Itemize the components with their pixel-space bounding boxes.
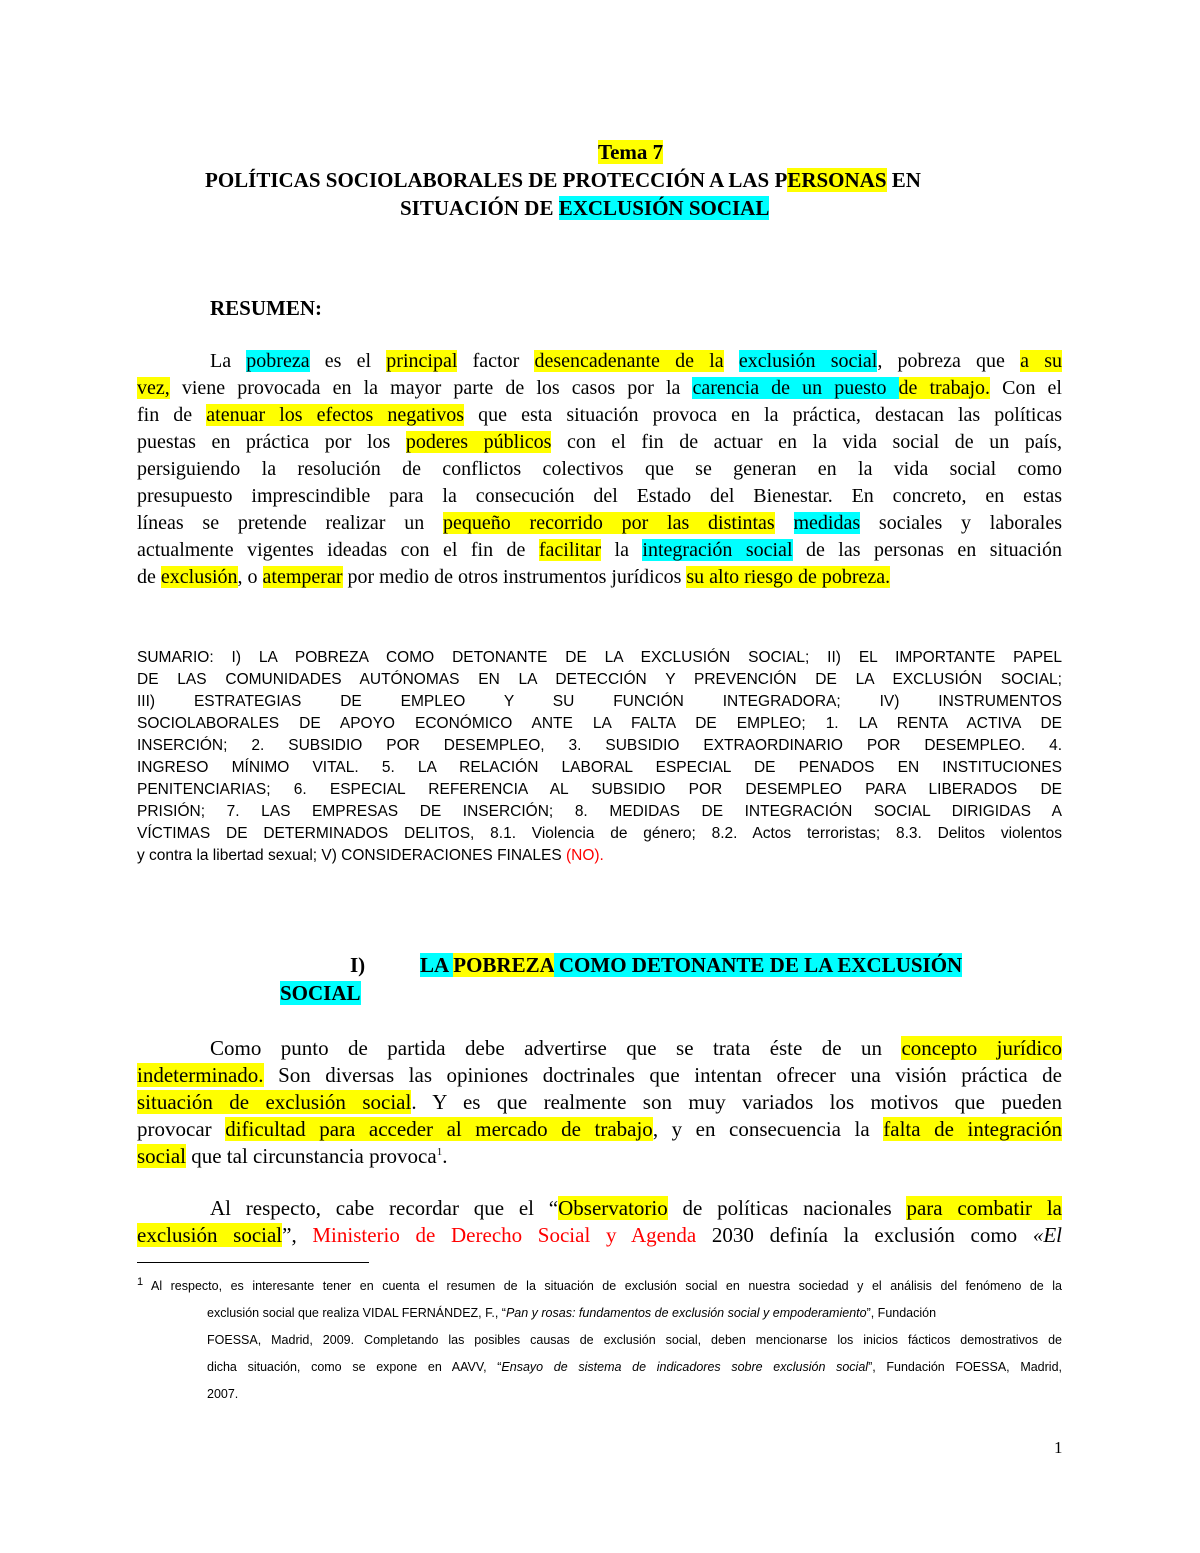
sumario-line-4: SOCIOLABORALES DE APOYO ECONÓMICO ANTE LA FALTA DE EMPLEO; 1. LA RENTA ACTIVA DE xyxy=(137,715,1062,732)
section-1-p1-line-4: provocar dificultad para acceder al mercado de trabajo, y en consecuencia la falta de integración xyxy=(137,1117,1062,1141)
footnote-line-3: FOESSA, Madrid, 2009. Completando las posibles causas de exclusión social, deben mencionarse los inicios fácticos demostrativos de xyxy=(207,1333,1062,1347)
sumario-line-8: PRISIÓN; 7. LAS EMPRESAS DE INSERCIÓN; 8. MEDIDAS DE INTEGRACIÓN SOCIAL DIRIGIDAS A xyxy=(137,803,1062,820)
resumen-line-5: persiguiendo la resolución de conflictos colectivos que se generan en la vida social como xyxy=(137,458,1062,480)
resumen-line-7: líneas se pretende realizar un pequeño recorrido por las distintas medidas sociales y laborales xyxy=(137,512,1062,534)
sumario-line-1: SUMARIO: I) LA POBREZA COMO DETONANTE DE LA EXCLUSIÓN SOCIAL; II) EL IMPORTANTE PAPEL xyxy=(137,649,1062,666)
footnote-separator xyxy=(137,1262,369,1263)
sumario-line-9: VÍCTIMAS DE DETERMINADOS DELITOS, 8.1. Violencia de género; 8.2. Actos terroristas; 8.3. Delitos violentos xyxy=(137,825,1062,842)
document-title-line-1: POLÍTICAS SOCIOLABORALES DE PROTECCIÓN A LAS PERSONAS EN xyxy=(205,168,921,192)
resumen-line-1: La pobreza es el principal factor desencadenante de la exclusión social, pobreza que a su xyxy=(210,350,1063,372)
resumen-heading: RESUMEN: xyxy=(210,296,323,320)
resumen-line-6: presupuesto imprescindible para la consecución del Estado del Bienestar. En concreto, en estas xyxy=(137,485,1062,507)
footnote-line-2: exclusión social que realiza VIDAL FERNÁNDEZ, F., “Pan y rosas: fundamentos de exclusión social y empoderamiento”, Fundación xyxy=(207,1306,937,1320)
section-1-p1-line-3: situación de exclusión social. Y es que realmente son muy variados los motivos que pueden xyxy=(137,1090,1063,1114)
section-1-title-line-2: SOCIAL xyxy=(280,981,361,1005)
section-1-number: I) xyxy=(350,953,366,977)
footnote-line-5: 2007. xyxy=(207,1387,239,1401)
resumen-line-2: vez, viene provocada en la mayor parte de los casos por la carencia de un puesto de trabajo. Con el xyxy=(137,377,1062,399)
page-number: 1 xyxy=(1054,1438,1063,1457)
resumen-line-8: actualmente vigentes ideadas con el fin de facilitar la integración social de las personas en situación xyxy=(137,539,1062,561)
footnote-line-1: $^1$ Al respecto, es interesante tener en cuenta el resumen de la situación de exclusión social en nuestra sociedad y el análisis del fenómeno de la xyxy=(137,1275,1062,1293)
resumen-line-3: fin de atenuar los efectos negativos que esta situación provoca en la práctica, destacan las políticas xyxy=(137,404,1063,426)
section-1-p1-line-5: social que tal circunstancia provoca$^1$. xyxy=(137,1144,448,1168)
sumario-line-2: DE LAS COMUNIDADES AUTÓNOMAS EN LA DETECCIÓN Y PREVENCIÓN DE LA EXCLUSIÓN SOCIAL; xyxy=(137,671,1062,688)
footnote-line-4: dicha situación, como se expone en AAVV, “Ensayo de sistema de indicadores sobre exclusión social”, Fundación FOESSA, Madrid, xyxy=(207,1360,1062,1374)
document-title-line-2: SITUACIÓN DE EXCLUSIÓN SOCIAL xyxy=(400,196,770,220)
section-1-p2-line-2: exclusión social”, Ministerio de Derecho Social y Agenda 2030 definía la exclusión como «El xyxy=(137,1223,1063,1247)
resumen-line-4: puestas en práctica por los poderes públicos con el fin de actuar en la vida social de un país, xyxy=(137,431,1062,453)
topic-number: Tema 7 xyxy=(598,140,664,164)
sumario-line-7: PENITENCIARIAS; 6. ESPECIAL REFERENCIA AL SUBSIDIO POR DESEMPLEO PARA LIBERADOS DE xyxy=(137,781,1062,798)
section-1-title-line-1: LA POBREZA COMO DETONANTE DE LA EXCLUSIÓN xyxy=(420,953,963,977)
section-1-p1-line-1: Como punto de partida debe advertirse que se trata éste de un concepto jurídico xyxy=(210,1036,1062,1060)
sumario-line-6: INGRESO MÍNIMO VITAL. 5. LA RELACIÓN LABORAL ESPECIAL DE PENADOS EN INSTITUCIONES xyxy=(137,759,1062,776)
sumario-line-3: III) ESTRATEGIAS DE EMPLEO Y SU FUNCIÓN INTEGRADORA; IV) INSTRUMENTOS xyxy=(137,693,1062,710)
footnote-reference-1[interactable]: 1 xyxy=(436,1146,443,1158)
sumario-line-5: INSERCIÓN; 2. SUBSIDIO POR DESEMPLEO, 3. SUBSIDIO EXTRAORDINARIO POR DESEMPLEO. 4. xyxy=(137,737,1062,754)
section-1-p2-line-1: Al respecto, cabe recordar que el “Observatorio de políticas nacionales para combatir la xyxy=(210,1196,1062,1220)
section-1-p1-line-2: indeterminado. Son diversas las opiniones doctrinales que intentan ofrecer una visión práctica de xyxy=(137,1063,1062,1087)
sumario-line-10: y contra la libertad sexual; V) CONSIDERACIONES FINALES (NO). xyxy=(137,847,604,864)
resumen-line-9: de exclusión, o atemperar por medio de otros instrumentos jurídicos su alto riesgo de pobreza. xyxy=(137,566,891,588)
